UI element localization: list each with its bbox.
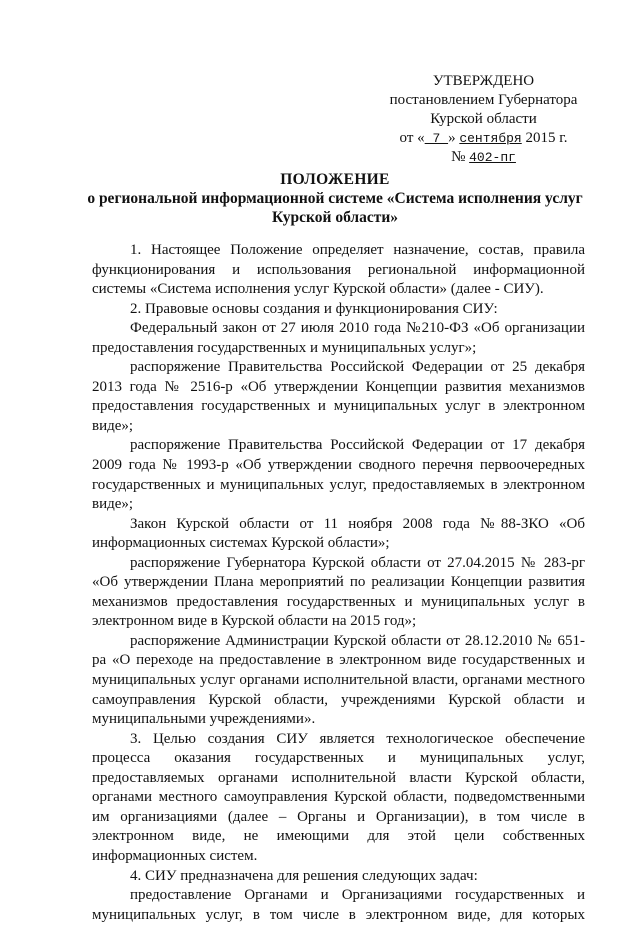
paragraph-1: 1. Настоящее Положение определяет назначение, состав, правила функционирования и использования региональной информационной системы «Система исполнения услуг Курской области» (далее - СИУ). [92, 242, 585, 298]
task-item-1: предоставление Органами и Организациями государственных и муниципальных услуг, в том числе в электронном виде, для которых [92, 887, 585, 923]
date-mid: » [448, 130, 460, 146]
paragraph-4: 4. СИУ предназначена для решения следующих задач: [130, 867, 478, 884]
approval-by-decree: постановлением Губернатора [389, 92, 578, 108]
legal-basis-regional-law: Закон Курской области от 11 ноября 2008 года №88-ЗКО «Об информационных системах Курской области»; [92, 515, 585, 552]
date-suffix: 2015 г. [521, 130, 568, 146]
document-subtitle: о региональной информационной системе «Система исполнения услуг Курской области» [87, 190, 583, 226]
legal-basis-federal-law: Федеральный закон от 27 июля 2010 года №210-ФЗ «Об организации предоставления государственных и муниципальных услуг»; [92, 320, 585, 356]
approval-date [376, 129, 591, 148]
legal-basis-governor-order: распоряжение Губернатора Курской области от 27.04.2015 № 283-рг «Об утверждении Плана мероприятий по реализации Концепции развития механизмов предоставления государственных и муниципальных услуг в электронном виде в Курской области на 2015 год»; [92, 554, 585, 630]
legal-basis-order-2516: распоряжение Правительства Российской Федерации от 25 декабря 2013 года № 2516-р «Об утверждении Концепции развития механизмов предоставления государственных и муниципальных услуг в электронном виде»; [92, 359, 585, 434]
number-prefix: № [451, 149, 470, 165]
approval-heading: УТВЕРЖДЕНО [432, 73, 535, 89]
document-body [92, 241, 585, 925]
approval-region: Курской области [430, 111, 537, 127]
approval-stamp [376, 72, 591, 167]
paragraph-2: 2. Правовые основы создания и функционирования СИУ: [130, 300, 498, 317]
legal-basis-order-1993: распоряжение Правительства Российской Федерации от 17 декабря 2009 года № 1993-р «Об утверждении сводного перечня первоочередных государственных и муниципальных услуг, предоставляемых в электронном виде»; [92, 437, 585, 513]
date-prefix: от « [399, 130, 425, 146]
approval-number [376, 148, 591, 167]
paragraph-3: 3. Целью создания СИУ является технологическое обеспечение процесса оказания государственных и муниципальных услуг, предоставляемых органами исполнительной власти Курской области, органами местного самоуправления Курской области, подведомственными им организациями (далее – Органы и Организации), в том числе в электронном виде, не имеющими для этой цели собственных информационных систем. [92, 730, 585, 864]
legal-basis-administration-order: распоряжение Администрации Курской области от 28.12.2010 № 651-ра «О переходе на предоставление в электронном виде государственных и муниципальных услуг органами исполнительной власти, органами местного самоуправления Курской области, учреждениями Курской области и муниципальными учреждениями». [92, 632, 585, 728]
document-title: ПОЛОЖЕНИЕ [280, 171, 390, 188]
decree-number: 402-пг [469, 150, 516, 165]
date-month: сентября [459, 131, 522, 146]
date-day: 7 [424, 131, 449, 146]
